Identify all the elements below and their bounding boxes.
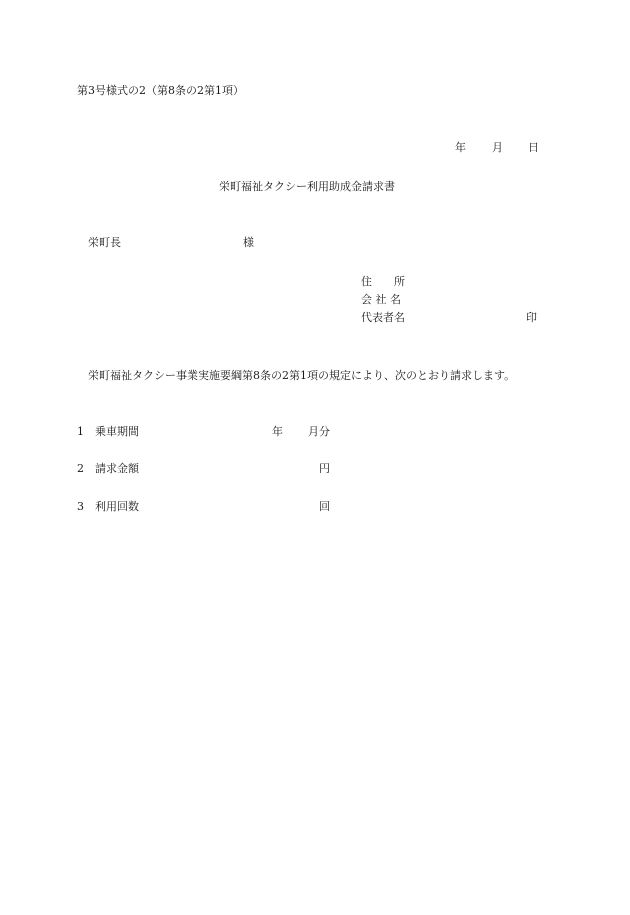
form-number: 第3号様式の2（第8条の2第1項） — [77, 84, 244, 97]
item-number: 2 — [77, 462, 84, 475]
item-unit-yen: 円 — [319, 462, 330, 475]
address-label: 住 所 — [361, 275, 405, 288]
item-unit-times: 回 — [319, 500, 330, 513]
item-number: 3 — [77, 500, 84, 513]
representative-label: 代表者名 — [361, 311, 405, 324]
item-label-period: 乗車期間 — [95, 425, 139, 438]
company-name-label: 会 社 名 — [361, 293, 401, 306]
date-month-label: 月 — [492, 141, 503, 154]
date-day-label: 日 — [528, 141, 539, 154]
addressee-name: 栄町長 — [88, 236, 121, 249]
date-year-label: 年 — [455, 141, 466, 154]
item-label-amount: 請求金額 — [95, 462, 139, 475]
item-number: 1 — [77, 425, 84, 438]
request-statement: 栄町福祉タクシー事業実施要綱第8条の2第1項の規定により、次のとおり請求します。 — [88, 369, 516, 382]
item-month-unit: 月分 — [308, 425, 330, 438]
item-label-usage-count: 利用回数 — [95, 500, 139, 513]
seal-mark: 印 — [526, 311, 537, 324]
document-title: 栄町福祉タクシー利用助成金請求書 — [219, 180, 395, 193]
addressee-honorific: 様 — [243, 236, 254, 249]
item-year-unit: 年 — [272, 425, 283, 438]
